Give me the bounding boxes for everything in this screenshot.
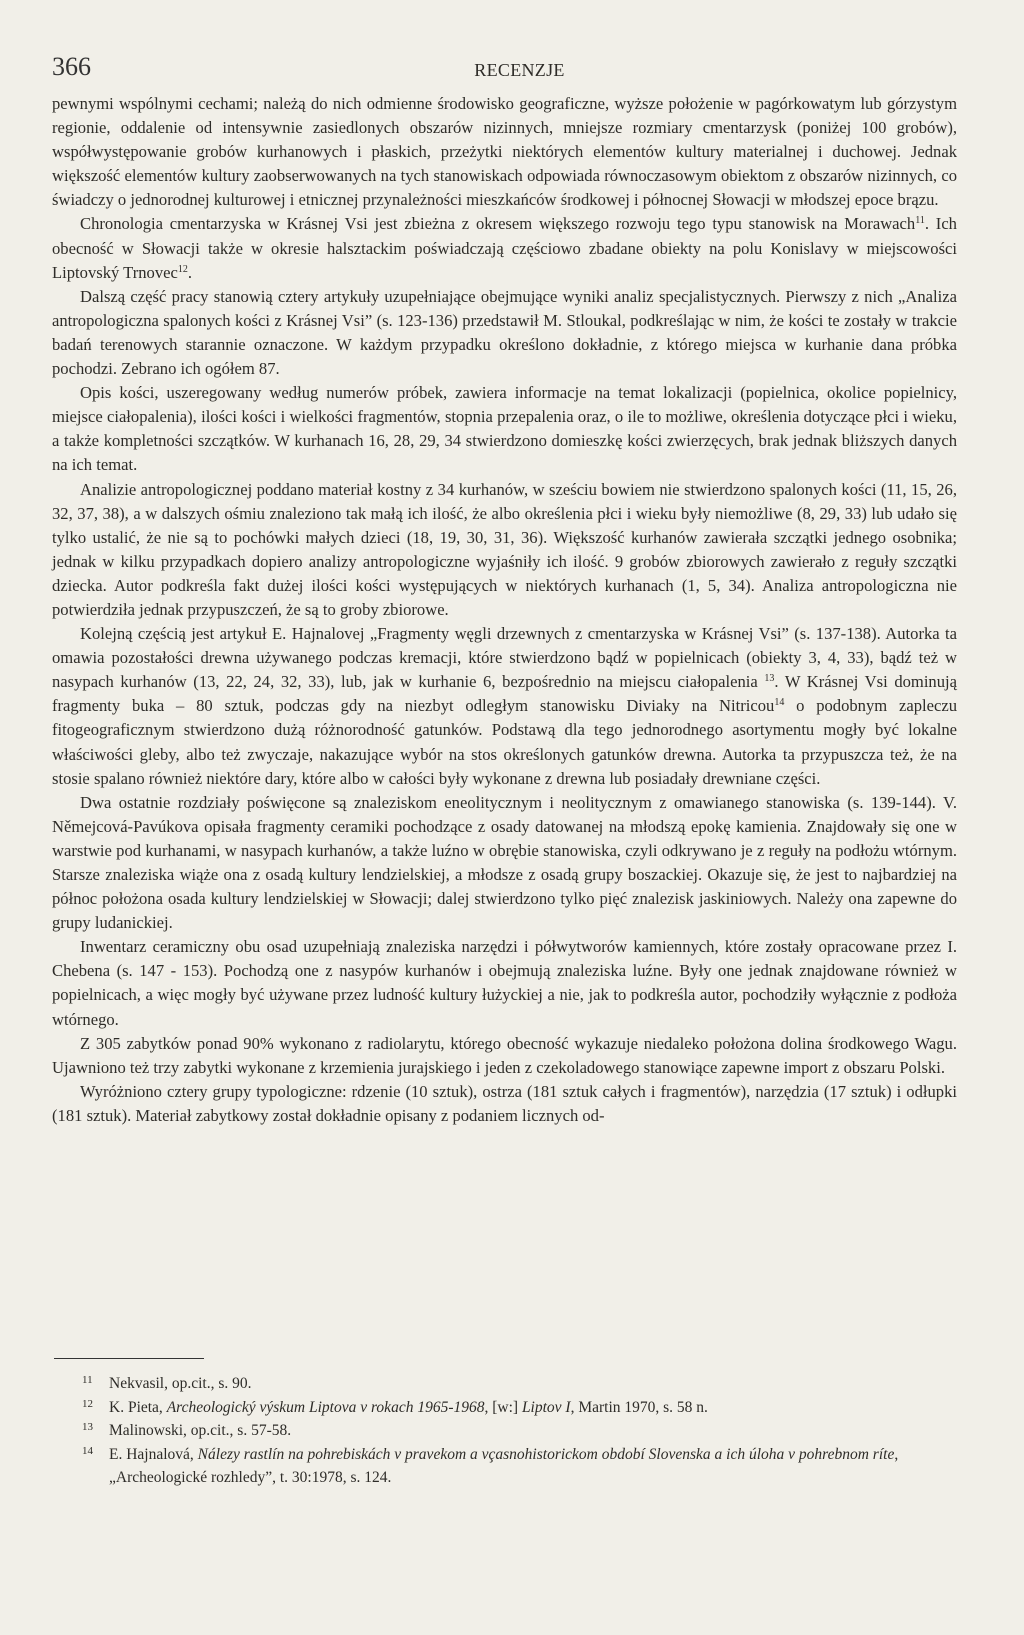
paragraph <box>52 791 957 936</box>
paragraph <box>52 478 957 623</box>
text-run: Nekvasil, op.cit., s. 90. <box>109 1375 252 1392</box>
paragraph <box>52 1080 957 1128</box>
italic-title: Nálezy rastlín na pohrebiskách v pravekom a vçasnohistorickom období Slovenska a ich úloha v pohrebnom ríte <box>197 1445 895 1463</box>
footnote-number: 11 <box>82 1374 93 1386</box>
text-run: Chronologia cmentarzyska w Krásnej Vsi jest zbieżna z okresem większego rozwoju tego typu stanowisk na Morawach <box>80 214 916 234</box>
text-run: Opis kości, uszeregowany według numerów próbek, zawiera informacje na temat lokalizacji (popielnica, okolice popielnicy, miejsce ciałopalenia), ilości kości i wielkości fragmentów, stopnia przepalenia oraz, o ile to możliwe, określenia dotyczące płci i wieku, a także kompletności szczątków. W kurhanach 16, 28, 29, 34 stwierdzono domieszkę kości zwierzęcych, brak jednak bliższych danych na ich temat. <box>52 383 957 475</box>
page-number: 366 <box>52 52 91 81</box>
text-run: , Martin 1970, s. 58 n. <box>570 1398 708 1416</box>
body-text <box>52 92 957 1128</box>
footnote <box>54 1443 957 1490</box>
italic-title: Archeologický výskum Liptova v rokach 1965-1968 <box>166 1398 485 1416</box>
text-run: Z 305 zabytków ponad 90% wykonano z radiolarytu, którego obecność wykazuje niedaleko położona dolina środkowego Wagu. Ujawniono też trzy zabytki wykonane z krzemienia jurajskiego i jeden z czekoladowego stanowiące zapewne import z obszaru Polski. <box>52 1033 957 1077</box>
italic-title: Liptov I <box>521 1398 571 1416</box>
paragraph <box>52 212 957 284</box>
text-run: Malinowski, op.cit., s. 57-58. <box>109 1422 292 1439</box>
text-run: Dalszą część pracy stanowią cztery artykuły uzupełniające obejmujące wyniki analiz specjalistycznych. Pierwszy z nich „Analiza antropologiczna spalonych kości z Krásnej Vsi” (s. 123-136) przedstawił M. Stloukal, podkreślając w nim, że kości te zostały w trakcie badań terenowych starannie oznaczone. W każdym przypadku określono dokładnie, z którego miejsca w kurhanie dana próbka pochodzi. Zebrano ich ogółem 87. <box>52 286 957 379</box>
text-run: pewnymi wspólnymi cechami; należą do nich odmienne środowisko geograficzne, wyższe położenie w pagórkowatym lub górzystym regionie, oddalenie od intensywnie zasiedlonych obszarów nizinnych, mniejsze rozmiary cmentarzysk (poniżej 100 grobów), współwystępowanie grobów kurhanowych i płaskich, przeżytki niektórych elementów kultury materialnej i duchowej. Jednak większość elementów kultury zaobserwowanych na tych stanowiskach odpowiada równoczasowym obiektom z obszarów nizinnych, co świadczy o jednorodnej kulturowej i etnicznej przynależności mieszkańców środkowej i północnej Słowacji w młodszej epoce brązu. <box>52 94 957 210</box>
paragraph <box>52 92 957 212</box>
text-run: Wyróżniono cztery grupy typologiczne: rdzenie (10 sztuk), ostrza (181 sztuk całych i fragmentów), narzędzia (17 sztuk) i odłupki (181 sztuk). Materiał zabytkowy został dokładnie opisany z podaniem licznych od- <box>52 1081 957 1125</box>
text-run: K. Pieta, <box>109 1398 167 1416</box>
footnote-number: 12 <box>82 1397 93 1410</box>
paragraph <box>52 935 957 1031</box>
footnote <box>54 1419 957 1443</box>
footnote-number: 14 <box>82 1444 93 1457</box>
footnote-divider <box>54 1358 204 1359</box>
page-header <box>52 52 957 88</box>
footnote-ref: 14 <box>774 697 785 709</box>
text-run: . Ich obecność w Słowacji także w okresie halsztackim poświadczają częściowo zbadane obiekty na polu Konislavy w miejscowości Liptovský Trnovec <box>52 214 957 282</box>
footnote-ref: 11 <box>915 215 925 227</box>
text-run: . W Krásnej Vsi dominują fragmenty buka – 80 sztuk, podczas gdy na niezbyt odległym stanowisku Diviaky na Nitricou <box>52 672 957 716</box>
footnote-number: 13 <box>82 1421 93 1433</box>
footnote <box>54 1372 957 1396</box>
paragraph <box>52 622 957 791</box>
paragraph <box>52 285 957 381</box>
footnote-ref: 13 <box>764 673 775 685</box>
text-run: o podobnym zapleczu fitogeograficznym stwierdzono dużą różnorodność gatunków. Podstawą dla tego jednorodnego asortymentu mogły być lokalne właściwości gleby, albo też zwyczaje, nakazujące wybór na stos określonych gatunków drewna. Autorka ta przypuszcza też, że na stosie spalano również niektóre dary, które albo w całości były wykonane z drewna lub posiadały drewniane części. <box>52 696 957 788</box>
text-run: Analizie antropologicznej poddano materiał kostny z 34 kurhanów, w sześciu bowiem nie stwierdzono spalonych kości (11, 15, 26, 32, 37, 38), a w dalszych ośmiu znaleziono tak małą ich ilość, że albo określenia płci i wieku były niemożliwe (8, 29, 33) lub udało się tylko ustalić, że nie są to pochówki małych dzieci (18, 19, 30, 31, 36). Większość kurhanów zawierała szczątki jednego osobnika; jednak w kilku przypadkach dopiero analizy antropologiczne wyjaśniły ich ilość. 9 grobów zbiorowych zawierało z reguły szczątki dziecka. Autor podkreśla fakt dużej ilości kości występujących w niektórych kurhanach (1, 5, 34). Analiza antropologiczna nie potwierdziła jednak przypuszczeń, że są to groby zbiorowe. <box>52 479 957 619</box>
text-run: E. Hajnalová, <box>109 1445 198 1463</box>
footnotes <box>54 1372 957 1490</box>
footnote <box>54 1396 957 1420</box>
text-run: , [w:] <box>484 1398 522 1416</box>
text-run: . <box>187 262 193 282</box>
text-run: Dwa ostatnie rozdziały poświęcone są znaleziskom eneolitycznym i neolitycznym z omawianego stanowiska (s. 139-144). V. Němejcová-Pavúkova opisała fragmenty ceramiki pochodzące z osady datowanej na młodszą epokę kamienia. Znajdowały się one w warstwie pod kurhanami, w nasypach kurhanów, a także luźno w obrębie stanowiska, czyli odkrywano je z reguły na podłożu wtórnym. Starsze znaleziska wiąże ona z osadą kultury lendzielskiej, a młodsze z osadą grupy boszackiej. Okazuje się, że jest to najbardziej na północ położona osada kultury lendzielskiej w Słowacji; dalej stwierdzono tylko pięć znalezisk jaskiniowych. Należy ona zapewne do grupy ludanickiej. <box>52 792 957 933</box>
footnote-ref: 12 <box>177 263 188 275</box>
text-run: Inwentarz ceramiczny obu osad uzupełniają znaleziska narzędzi i półwytworów kamiennych, które zostały opracowane przez I. Chebena (s. 147 - 153). Pochodzą one z nasypów kurhanów i obejmują znaleziska luźne. Były one jednak znajdowane również w popielnicach, a więc mogły być używane przez ludność kultury łużyckiej a nie, jak to podkreśla autor, pochodziły wyłącznie z podłoża wtórnego. <box>52 937 957 1029</box>
text-run: Kolejną częścią jest artykuł E. Hajnalovej „Fragmenty węgli drzewnych z cmentarzyska w Krásnej Vsi” (s. 137-138). Autorka ta omawia pozostałości drewna używanego podczas kremacji, które stwierdzono bądź w popielnicach (obiekty 3, 4, 33), bądź też w nasypach kurhanów (13, 22, 24, 32, 33), lub, jak w kurhanie 6, bezpośrednio na miejscu ciałopalenia <box>52 624 957 692</box>
running-head: RECENZJE <box>474 60 565 80</box>
paragraph <box>52 1032 957 1080</box>
text-run: , „Archeologické rozhledy”, t. 30:1978, s. 124. <box>109 1445 899 1486</box>
paragraph <box>52 381 957 477</box>
